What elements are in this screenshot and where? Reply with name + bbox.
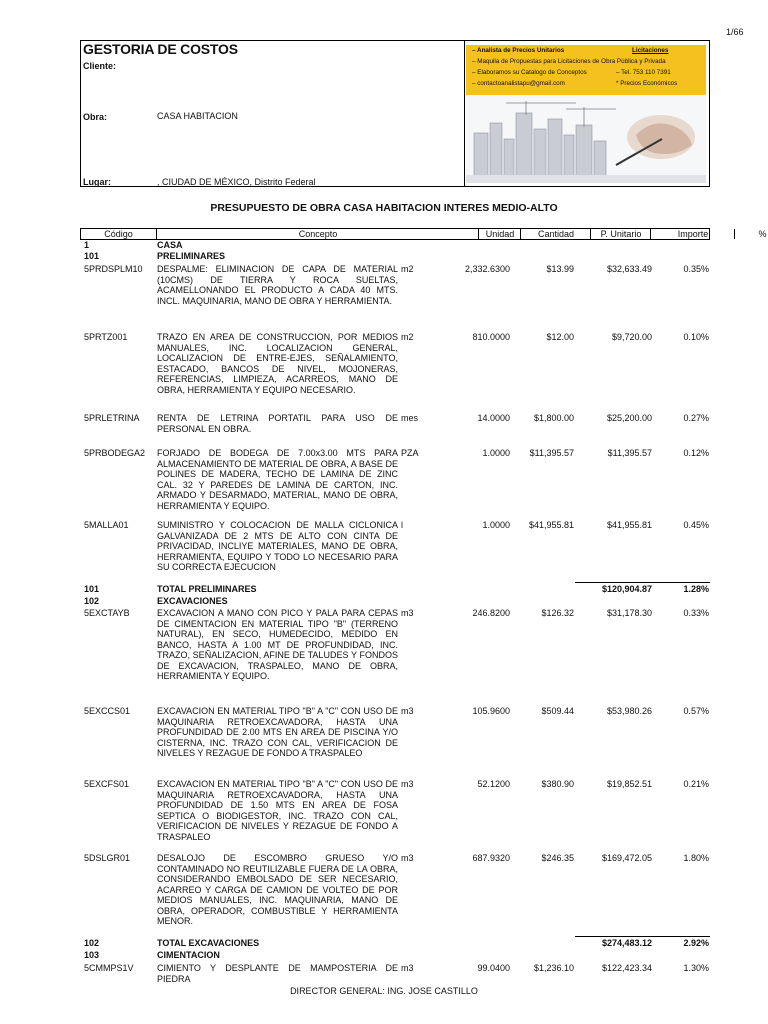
obra-value: CASA HABITACION: [157, 111, 238, 121]
row-amount: $122,423.34: [601, 963, 652, 973]
promo-phone: – Tel. 753 110 7391: [616, 69, 671, 76]
row-code: 5EXCFS01: [84, 779, 130, 789]
row-code: 102: [84, 938, 100, 948]
row-code: 101: [84, 584, 100, 594]
city-skyline-illustration: [466, 95, 706, 183]
obra-label: Obra:: [83, 112, 108, 122]
row-concept: CIMENTACION: [157, 950, 220, 960]
promo-licitaciones: Licitaciones: [632, 47, 669, 54]
row-unit-price: $41,955.81: [528, 520, 574, 530]
row-unit-price: $12.00: [546, 332, 574, 342]
row-concept: EXCAVACION EN MATERIAL TIPO "B" A "C" CON USO DE MAQUINARIA RETROEXCAVADORA, HASTA UNA PROFUNDIDAD DE 2.00 MTS EN AREA DE PISCINA Y/O CISTERNA, INC. TRAZO CON CAL, VERIFICACION DE NIVELES Y REZAGUE DE FONDO A TRASPALEO: [157, 706, 398, 758]
row-unit: m2: [401, 264, 414, 274]
row-concept: DESPALME: ELIMINACION DE CAPA DE MATERIAL (10CMS) DE TIERRA Y ROCA SUELTAS, ACAMELLONANDO EL PRODUCTO A CADA 40 MTS. INCL. MAQUINARIA, MANO DE OBRA Y HERRAMIENTA.: [157, 264, 398, 306]
row-code: 102: [84, 596, 100, 606]
row-concept: RENTA DE LETRINA PORTATIL PARA USO DE PERSONAL EN OBRA.: [157, 413, 398, 434]
row-amount: $169,472.05: [601, 853, 652, 863]
row-percent: 0.21%: [683, 779, 709, 789]
row-unit: m3: [401, 779, 414, 789]
row-percent: 1.30%: [683, 963, 709, 973]
row-unit: l: [401, 520, 403, 530]
row-amount: $19,852.51: [606, 779, 652, 789]
col-cantidad: Cantidad: [520, 229, 591, 239]
row-unit: m3: [401, 853, 414, 863]
row-code: 5EXCCS01: [84, 706, 131, 716]
row-quantity: 99.0400: [477, 963, 510, 973]
promo-line-2: – Maquila de Propuestas para Licitaciones de Obra Pública y Privada: [472, 58, 666, 65]
row-code: 5DSLGR01: [84, 853, 131, 863]
row-concept: EXCAVACIONES: [157, 596, 228, 606]
company-name: GESTORIA DE COSTOS: [83, 41, 238, 57]
lugar-label: Lugar:: [83, 177, 111, 187]
row-concept: EXCAVACION A MANO CON PICO Y PALA PARA CEPAS DE CIMENTACION EN MATERIAL TIPO "B" (TERRENO NATURAL), EN SECO, HUMEDECIDO, MEDIDO EN BANCO, HASTA A 1.00 MT DE PROFUNDIDAD, INC. TRAZO, SEÑALIZACION, AFINE DE TALUDES Y FONDOS DE EXCAVACION, TRASPALEO, MANO DE OBRA, HERRAMIENTA Y EQUIPO.: [157, 608, 398, 681]
row-percent: 0.12%: [683, 448, 709, 458]
row-amount: $25,200.00: [606, 413, 652, 423]
row-percent: 1.80%: [683, 853, 709, 863]
row-unit: m3: [401, 963, 414, 973]
row-amount: $41,955.81: [606, 520, 652, 530]
row-percent: 0.33%: [683, 608, 709, 618]
row-concept: FORJADO DE BODEGA DE 7.00x3.00 MTS PARA ALMACENAMIENTO DE MATERIAL DE OBRA, A BASE DE POLINES DE MADERA, TECHO DE LAMINA DE ZINC CAL. 32 Y PAREDES DE LAMINA DE CARTON, INC. ARMADO Y DESARMADO, MATERIAL, MANO DE OBRA, HERRAMIENTA Y EQUIPO.: [157, 448, 398, 511]
row-unit-price: $509.44: [541, 706, 574, 716]
page-number: 1/66: [726, 27, 744, 37]
row-concept: CIMIENTO Y DESPLANTE DE MAMPOSTERIA DE PIEDRA: [157, 963, 398, 984]
row-unit: m3: [401, 608, 414, 618]
row-concept: PRELIMINARES: [157, 251, 226, 261]
col-pct: %: [734, 229, 768, 239]
row-percent: 0.10%: [683, 332, 709, 342]
row-quantity: 105.9600: [472, 706, 510, 716]
row-concept: EXCAVACION EN MATERIAL TIPO "B" A "C" CON USO DE MAQUINARIA RETROEXCAVADORA, HASTA UNA PROFUNDIDAD DE 1.50 MTS EN AREA DE FOSA SEPTICA O BIODIGESTOR, INC. TRAZO CON CAL, VERIFICACION DE NIVELES Y REZAGUE DE FONDO A TRASPALEO: [157, 779, 398, 842]
row-unit-price: $246.35: [541, 853, 574, 863]
row-quantity: 246.8200: [472, 608, 510, 618]
row-unit: m2: [401, 332, 414, 342]
promo-line-4: – contactoanalistapu@gmail.com: [472, 80, 565, 87]
footer-director: DIRECTOR GENERAL: ING. JOSE CASTILLO: [290, 986, 478, 996]
row-unit-price: $11,395.57: [529, 448, 574, 458]
row-unit: mes: [401, 413, 419, 423]
promo-line-1: – Analista de Precios Unitarios: [472, 47, 565, 54]
document-title: PRESUPUESTO DE OBRA CASA HABITACION INTERES MEDIO-ALTO: [210, 202, 558, 214]
col-codigo: Código: [104, 229, 133, 239]
row-unit-price: $1,800.00: [533, 413, 574, 423]
header-divider: [464, 41, 465, 186]
row-code: 5PRLETRINA: [84, 413, 140, 423]
row-amount: $53,980.26: [606, 706, 652, 716]
row-unit-price: $380.90: [541, 779, 574, 789]
row-concept: TOTAL EXCAVACIONES: [157, 938, 260, 948]
row-amount: $9,720.00: [611, 332, 652, 342]
column-header-row: [80, 228, 767, 240]
col-concepto: Concepto: [156, 229, 479, 239]
row-concept: TRAZO EN AREA DE CONSTRUCCION, POR MEDIOS MANUALES, INC. LOCALIZACION GENERAL, LOCALIZACION DE ENTRE-EJES, SEÑALAMIENTO, ESTACADO, BANCOS DE NIVEL, MOJONERAS, REFERENCIAS, LIMPIEZA, ACARREOS, MANO DE OBRA, HERRAMIENTA Y EQUIPO NECESARIO.: [157, 332, 398, 395]
row-code: 5MALLA01: [84, 520, 129, 530]
total-rule: [575, 582, 710, 583]
row-quantity: 52.1200: [477, 779, 510, 789]
row-code: 103: [84, 950, 100, 960]
total-rule: [575, 936, 710, 937]
row-percent: 2.92%: [683, 938, 709, 948]
promo-banner: [466, 45, 706, 183]
row-quantity: 1.0000: [482, 448, 510, 458]
row-concept: CASA: [157, 240, 183, 250]
row-quantity: 2,332.6300: [464, 264, 510, 274]
row-quantity: 1.0000: [482, 520, 510, 530]
client-label: Cliente:: [83, 61, 117, 71]
col-unidad: Unidad: [478, 229, 521, 239]
row-code: 5PRBODEGA2: [84, 448, 146, 458]
row-unit: m3: [401, 706, 414, 716]
row-percent: 0.45%: [683, 520, 709, 530]
row-unit: PZA: [401, 448, 419, 458]
row-amount: $32,633.49: [606, 264, 652, 274]
row-amount: $11,395.57: [607, 448, 652, 458]
row-concept: DESALOJO DE ESCOMBRO GRUESO Y/O CONTAMINADO NO REUTILIZABLE FUERA DE LA OBRA, CONSIDERANDO EMBOLSADO DE SER NECESARIO, ACARREO Y CARGA DE CAMION DE VOLTEO DE POR MEDIOS MANUALES, INC. MAQUINARIA, MANO DE OBRA, OPERADOR, COMBUSTIBLE Y HERRAMIENTA MENOR.: [157, 853, 398, 926]
row-code: 5PRTZ001: [84, 332, 128, 342]
lugar-value: , CIUDAD DE MÉXICO, Distrito Federal: [157, 177, 316, 187]
row-concept: SUMINISTRO Y COLOCACION DE MALLA CICLONICA GALVANIZADA DE 2 MTS DE ALTO CON CINTA DE PRIVACIDAD, INCLIYE MATERIALES, MANO DE OBRA, HERRAMIENTA, EQUIPO Y TODO LO NECESARIO PARA SU CORRECTA EJECUCION: [157, 520, 398, 572]
row-quantity: 810.0000: [472, 332, 510, 342]
row-unit-price: $13.99: [546, 264, 574, 274]
promo-line-3: – Elaboramos su Catalogo de Conceptos: [472, 69, 587, 76]
row-unit-price: $126.32: [541, 608, 574, 618]
promo-prices: * Precios Económicos: [616, 80, 678, 87]
row-code: 101: [84, 251, 100, 261]
row-code: 5EXCTAYB: [84, 608, 130, 618]
row-code: 5CMMPS1V: [84, 963, 134, 973]
row-code: 1: [84, 240, 90, 250]
row-amount: $274,483.12: [601, 938, 652, 948]
row-percent: 0.35%: [683, 264, 709, 274]
col-importe: Importe: [650, 229, 735, 239]
row-quantity: 14.0000: [477, 413, 510, 423]
row-amount: $120,904.87: [601, 584, 652, 594]
col-punitario: P. Unitario: [590, 229, 651, 239]
row-concept: TOTAL PRELIMINARES: [157, 584, 257, 594]
row-amount: $31,178.30: [606, 608, 652, 618]
row-percent: 1.28%: [683, 584, 709, 594]
row-quantity: 687.9320: [472, 853, 510, 863]
row-percent: 0.27%: [683, 413, 709, 423]
row-code: 5PRDSPLM10: [84, 264, 143, 274]
row-percent: 0.57%: [683, 706, 709, 716]
row-unit-price: $1,236.10: [533, 963, 574, 973]
